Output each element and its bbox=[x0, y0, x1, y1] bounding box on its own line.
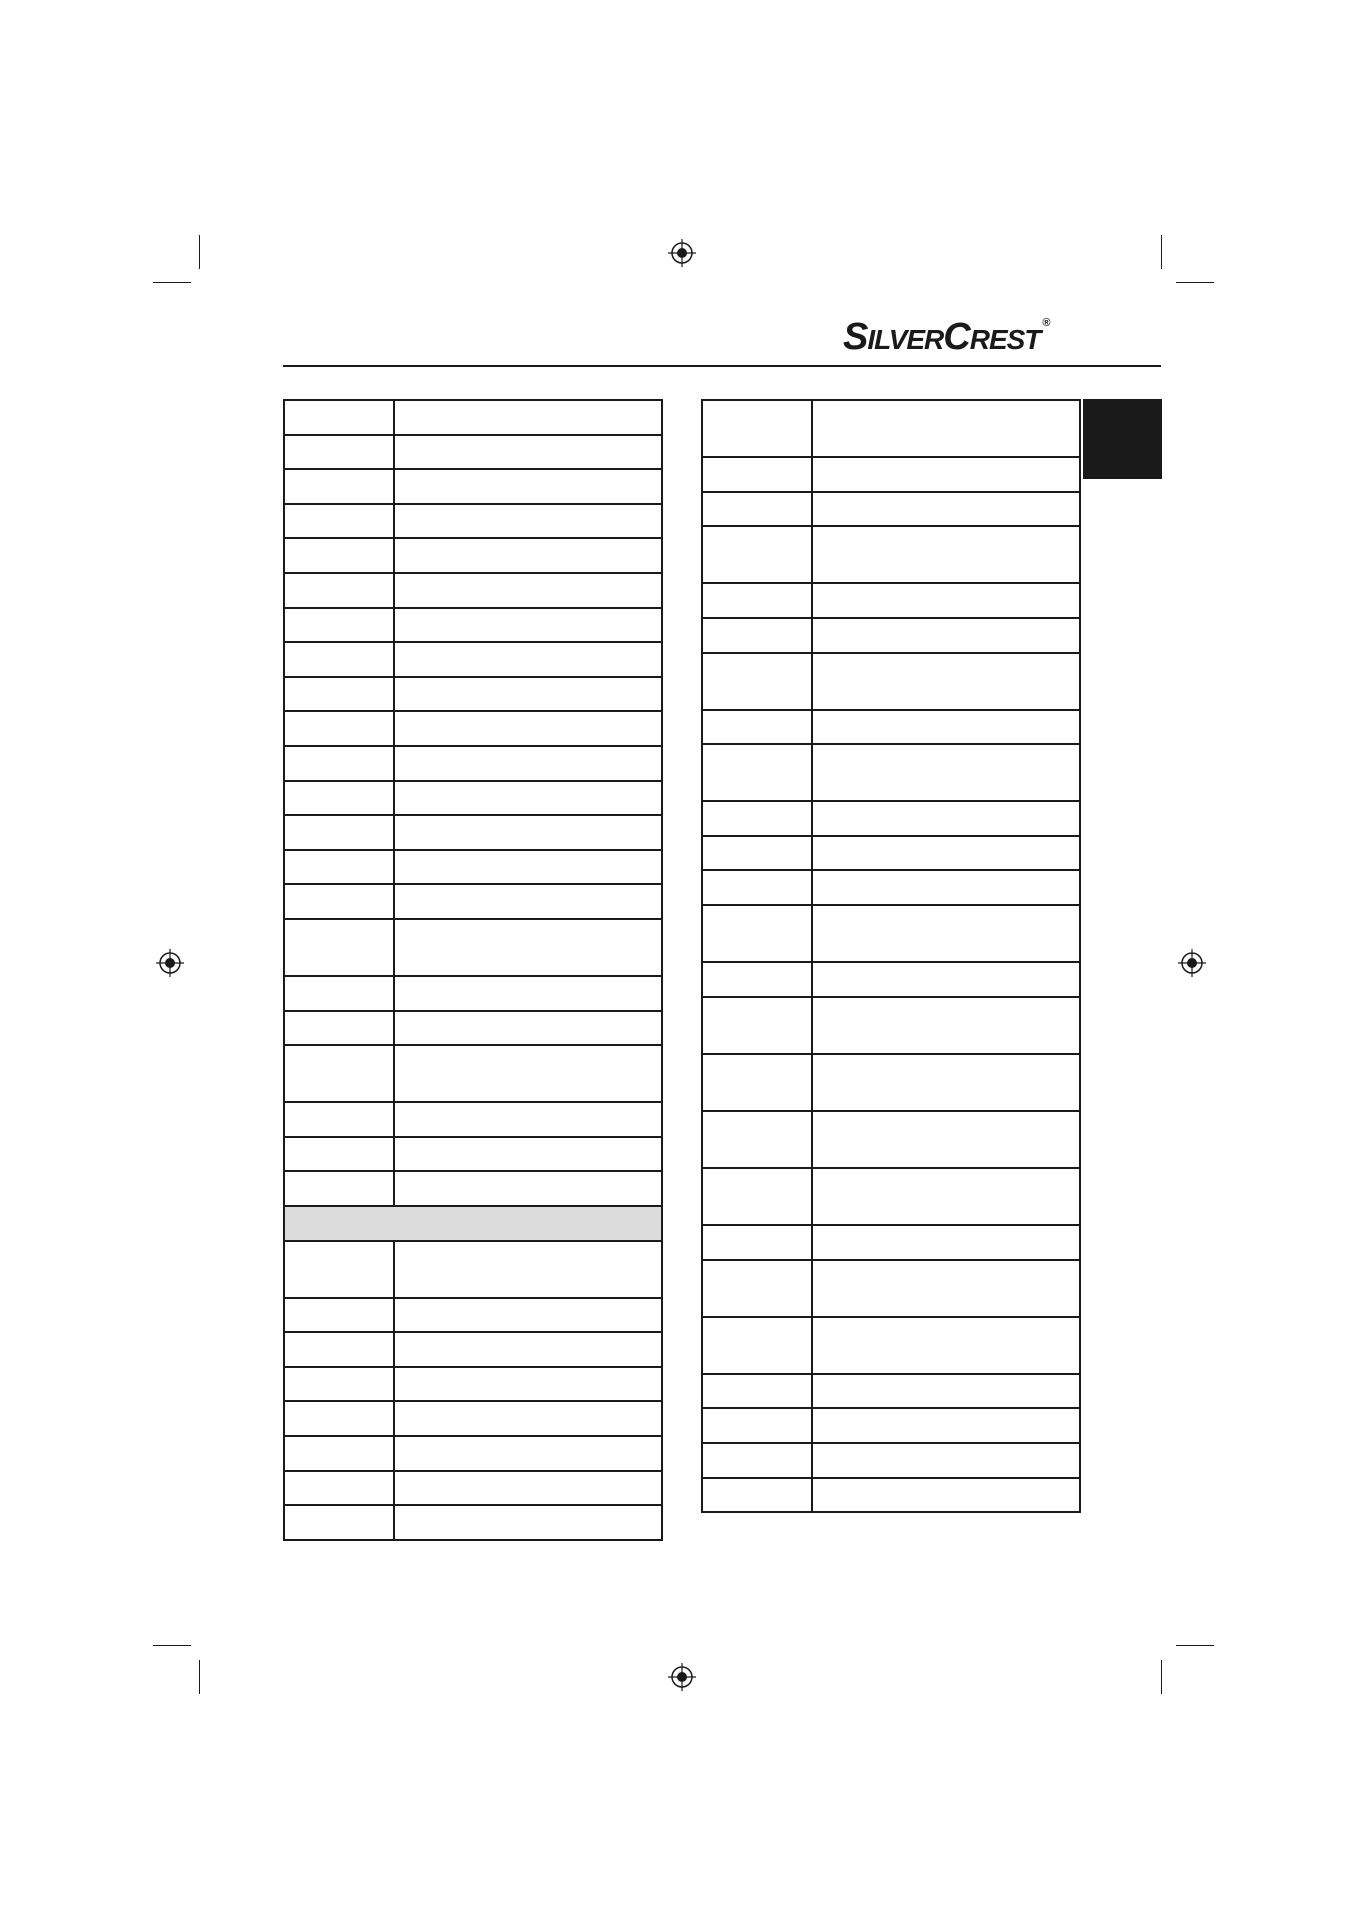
left-table-row bbox=[284, 1298, 662, 1333]
left-table-row bbox=[284, 1367, 662, 1402]
right-table-row bbox=[702, 457, 1080, 492]
crop-mark-top-right-vertical bbox=[1161, 235, 1162, 269]
right-table-row bbox=[702, 1260, 1080, 1317]
right-table-value-cell bbox=[812, 1317, 1080, 1374]
left-table-label-cell bbox=[284, 608, 394, 643]
left-table-row bbox=[284, 1471, 662, 1506]
right-table-value-cell bbox=[812, 870, 1080, 905]
left-table-value-cell bbox=[394, 1298, 662, 1333]
left-table-label-cell bbox=[284, 1241, 394, 1298]
left-table-row bbox=[284, 1011, 662, 1046]
right-table-label-cell bbox=[702, 1317, 812, 1374]
registration-mark-bottom-icon bbox=[668, 1663, 696, 1691]
right-table-row bbox=[702, 962, 1080, 997]
right-table-value-cell bbox=[812, 1408, 1080, 1443]
left-table bbox=[283, 399, 663, 1541]
right-table-value-cell bbox=[812, 526, 1080, 583]
right-table-value-cell bbox=[812, 492, 1080, 527]
left-table-value-cell bbox=[394, 608, 662, 643]
right-table-row bbox=[702, 653, 1080, 710]
left-table-label-cell bbox=[284, 1102, 394, 1137]
left-table-row bbox=[284, 608, 662, 643]
left-table-label-cell bbox=[284, 919, 394, 976]
left-table-label-cell bbox=[284, 1137, 394, 1172]
right-table-row bbox=[702, 618, 1080, 653]
right-table-value-cell bbox=[812, 1443, 1080, 1478]
left-table-label-cell bbox=[284, 1298, 394, 1333]
right-table-value-cell bbox=[812, 618, 1080, 653]
right-table-value-cell bbox=[812, 905, 1080, 962]
right-table-row bbox=[702, 400, 1080, 457]
right-table-label-cell bbox=[702, 653, 812, 710]
left-table-value-cell bbox=[394, 1137, 662, 1172]
right-table-label-cell bbox=[702, 836, 812, 871]
left-table-value-cell bbox=[394, 642, 662, 677]
left-table-label-cell bbox=[284, 435, 394, 470]
brand-letter-c: C bbox=[943, 316, 970, 358]
left-table-row bbox=[284, 1102, 662, 1137]
right-table-label-cell bbox=[702, 801, 812, 836]
left-table-value-cell bbox=[394, 1401, 662, 1436]
left-table-label-cell bbox=[284, 573, 394, 608]
left-table-row bbox=[284, 1436, 662, 1471]
right-table-row bbox=[702, 1225, 1080, 1260]
right-table-label-cell bbox=[702, 997, 812, 1054]
left-table-label-cell bbox=[284, 1505, 394, 1540]
left-table-label-cell bbox=[284, 677, 394, 712]
left-table-label-cell bbox=[284, 538, 394, 573]
header-rule bbox=[283, 365, 1161, 367]
left-table-value-cell bbox=[394, 469, 662, 504]
left-table-value-cell bbox=[394, 1436, 662, 1471]
crop-mark-bottom-left-horizontal bbox=[153, 1645, 191, 1646]
right-table-value-cell bbox=[812, 1260, 1080, 1317]
right-table-row bbox=[702, 583, 1080, 618]
left-table-row bbox=[284, 884, 662, 919]
left-table-label-cell bbox=[284, 642, 394, 677]
right-table-value-cell bbox=[812, 836, 1080, 871]
left-table-row bbox=[284, 781, 662, 816]
left-table-row bbox=[284, 1241, 662, 1298]
right-table-label-cell bbox=[702, 1111, 812, 1168]
left-table-label-cell bbox=[284, 1045, 394, 1102]
left-table-value-cell bbox=[394, 976, 662, 1011]
left-table-row bbox=[284, 538, 662, 573]
left-table-row bbox=[284, 1401, 662, 1436]
trademark-symbol: ® bbox=[1042, 317, 1050, 329]
left-table-label-cell bbox=[284, 400, 394, 435]
left-table-value-cell bbox=[394, 850, 662, 885]
left-table-value-cell bbox=[394, 1241, 662, 1298]
left-table-label-cell bbox=[284, 746, 394, 781]
left-table-label-cell bbox=[284, 1171, 394, 1206]
right-table-value-cell bbox=[812, 1168, 1080, 1225]
right-table-label-cell bbox=[702, 1260, 812, 1317]
right-table-label-cell bbox=[702, 710, 812, 745]
right-table-label-cell bbox=[702, 492, 812, 527]
left-table-label-cell bbox=[284, 815, 394, 850]
right-table-label-cell bbox=[702, 1374, 812, 1409]
right-table-value-cell bbox=[812, 583, 1080, 618]
right-table-row bbox=[702, 744, 1080, 801]
left-table-row bbox=[284, 919, 662, 976]
left-table-row bbox=[284, 976, 662, 1011]
left-table-value-cell bbox=[394, 400, 662, 435]
left-table-label-cell bbox=[284, 1436, 394, 1471]
left-table-label-cell bbox=[284, 1332, 394, 1367]
left-table-value-cell bbox=[394, 504, 662, 539]
left-table-row bbox=[284, 711, 662, 746]
right-table-row bbox=[702, 1111, 1080, 1168]
left-table-value-cell bbox=[394, 1102, 662, 1137]
left-table-value-cell bbox=[394, 435, 662, 470]
registration-mark-right-icon bbox=[1178, 949, 1206, 977]
brand-letters-ilver: ILVER bbox=[867, 324, 944, 355]
left-table-row bbox=[284, 1505, 662, 1540]
right-table-label-cell bbox=[702, 457, 812, 492]
left-table-value-cell bbox=[394, 1011, 662, 1046]
right-table-label-cell bbox=[702, 962, 812, 997]
left-table-row bbox=[284, 1137, 662, 1172]
crop-mark-top-left-vertical bbox=[199, 235, 200, 269]
left-table-value-cell bbox=[394, 677, 662, 712]
right-table-value-cell bbox=[812, 962, 1080, 997]
right-table-value-cell bbox=[812, 1478, 1080, 1513]
right-table-value-cell bbox=[812, 1374, 1080, 1409]
left-table-row bbox=[284, 850, 662, 885]
right-table-row bbox=[702, 1168, 1080, 1225]
left-table-label-cell bbox=[284, 1401, 394, 1436]
left-table-value-cell bbox=[394, 711, 662, 746]
left-table-section-header-cell bbox=[284, 1206, 662, 1241]
section-tab-marker bbox=[1083, 399, 1162, 479]
left-table-row bbox=[284, 677, 662, 712]
left-table-row bbox=[284, 1171, 662, 1206]
left-table-label-cell bbox=[284, 781, 394, 816]
left-table-value-cell bbox=[394, 746, 662, 781]
left-table-value-cell bbox=[394, 1367, 662, 1402]
right-table-value-cell bbox=[812, 801, 1080, 836]
left-table-label-cell bbox=[284, 1011, 394, 1046]
right-table-label-cell bbox=[702, 905, 812, 962]
left-table-row bbox=[284, 400, 662, 435]
right-table-row bbox=[702, 1374, 1080, 1409]
right-table-row bbox=[702, 526, 1080, 583]
left-table-value-cell bbox=[394, 919, 662, 976]
left-table-row bbox=[284, 815, 662, 850]
left-table-row bbox=[284, 746, 662, 781]
left-table-label-cell bbox=[284, 884, 394, 919]
right-table-label-cell bbox=[702, 1478, 812, 1513]
right-table-row bbox=[702, 997, 1080, 1054]
left-table-row bbox=[284, 1206, 662, 1241]
crop-mark-bottom-left-vertical bbox=[199, 1660, 200, 1694]
left-table-value-cell bbox=[394, 1045, 662, 1102]
right-table-value-cell bbox=[812, 457, 1080, 492]
left-table-value-cell bbox=[394, 1471, 662, 1506]
right-table-label-cell bbox=[702, 870, 812, 905]
left-table-value-cell bbox=[394, 781, 662, 816]
right-table-value-cell bbox=[812, 1225, 1080, 1260]
right-table-label-cell bbox=[702, 1054, 812, 1111]
crop-mark-top-left-horizontal bbox=[153, 282, 191, 283]
left-table-row bbox=[284, 504, 662, 539]
right-table-label-cell bbox=[702, 618, 812, 653]
right-table-row bbox=[702, 1054, 1080, 1111]
right-table-label-cell bbox=[702, 744, 812, 801]
left-table-label-cell bbox=[284, 711, 394, 746]
registration-mark-left-icon bbox=[156, 949, 184, 977]
right-table-value-cell bbox=[812, 400, 1080, 457]
right-table-row bbox=[702, 1408, 1080, 1443]
left-table-label-cell bbox=[284, 1471, 394, 1506]
right-table-row bbox=[702, 870, 1080, 905]
left-table-row bbox=[284, 642, 662, 677]
left-table-label-cell bbox=[284, 469, 394, 504]
left-table-row bbox=[284, 573, 662, 608]
brand-logo bbox=[843, 318, 1050, 356]
left-table-value-cell bbox=[394, 1332, 662, 1367]
right-table-row bbox=[702, 1317, 1080, 1374]
right-table-label-cell bbox=[702, 526, 812, 583]
right-table-value-cell bbox=[812, 1054, 1080, 1111]
left-table-row bbox=[284, 1045, 662, 1102]
crop-mark-top-right-horizontal bbox=[1176, 282, 1214, 283]
left-table-value-cell bbox=[394, 573, 662, 608]
crop-mark-bottom-right-vertical bbox=[1161, 1660, 1162, 1694]
left-table-value-cell bbox=[394, 884, 662, 919]
left-table-label-cell bbox=[284, 504, 394, 539]
left-table-row bbox=[284, 435, 662, 470]
right-table-row bbox=[702, 1478, 1080, 1513]
right-table-label-cell bbox=[702, 1443, 812, 1478]
right-table-value-cell bbox=[812, 744, 1080, 801]
left-table-label-cell bbox=[284, 850, 394, 885]
left-table-value-cell bbox=[394, 815, 662, 850]
crop-mark-bottom-right-horizontal bbox=[1176, 1645, 1214, 1646]
right-table-label-cell bbox=[702, 400, 812, 457]
right-table-row bbox=[702, 1443, 1080, 1478]
left-table-label-cell bbox=[284, 1367, 394, 1402]
right-table-row bbox=[702, 710, 1080, 745]
brand-letter-s: S bbox=[843, 316, 868, 358]
left-table-value-cell bbox=[394, 538, 662, 573]
right-table-label-cell bbox=[702, 1225, 812, 1260]
right-table-value-cell bbox=[812, 1111, 1080, 1168]
right-table-row bbox=[702, 492, 1080, 527]
left-table-row bbox=[284, 469, 662, 504]
left-table-value-cell bbox=[394, 1505, 662, 1540]
right-table-value-cell bbox=[812, 710, 1080, 745]
registration-mark-top-icon bbox=[668, 239, 696, 267]
right-table-label-cell bbox=[702, 1168, 812, 1225]
right-table bbox=[701, 399, 1081, 1513]
right-table-label-cell bbox=[702, 583, 812, 618]
right-table-row bbox=[702, 905, 1080, 962]
right-table-value-cell bbox=[812, 653, 1080, 710]
left-table-value-cell bbox=[394, 1171, 662, 1206]
brand-letters-rest: REST bbox=[969, 324, 1041, 355]
right-table-label-cell bbox=[702, 1408, 812, 1443]
right-table-row bbox=[702, 801, 1080, 836]
left-table-row bbox=[284, 1332, 662, 1367]
right-table-row bbox=[702, 836, 1080, 871]
left-table-label-cell bbox=[284, 976, 394, 1011]
right-table-value-cell bbox=[812, 997, 1080, 1054]
